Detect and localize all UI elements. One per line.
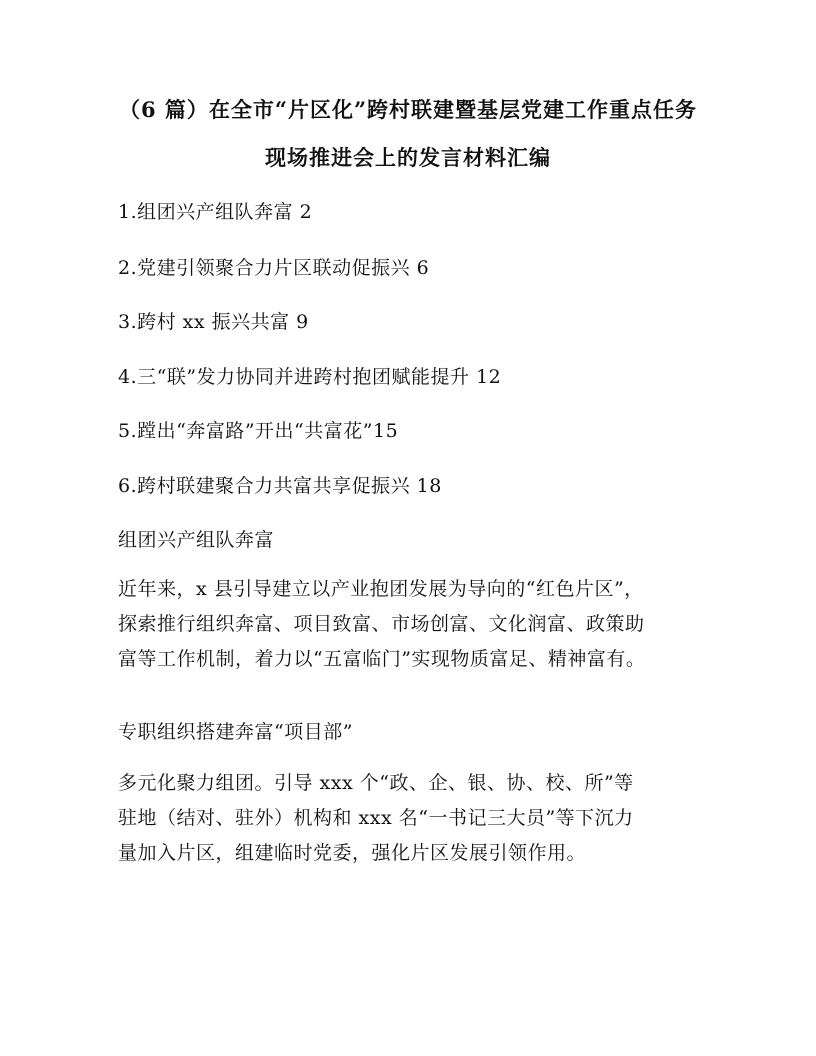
toc-item-1: 1.组团兴产组队奔富 2 — [118, 201, 313, 223]
body-paragraph — [118, 766, 708, 871]
body-paragraph-line: 量加入片区，组建临时党委，强化片区发展引领作用。 — [118, 842, 587, 864]
section-heading: 组团兴产组队奔富 — [118, 529, 275, 551]
body-paragraph-line: 多元化聚力组团。引导 xxx 个“政、企、银、协、校、所”等 — [118, 772, 634, 794]
body-paragraph-line: 驻地（结对、驻外）机构和 xxx 名“一书记三大员”等下沉力 — [118, 807, 634, 829]
intro-paragraph — [118, 572, 708, 677]
toc-item-2: 2.党建引领聚合力片区联动促振兴 6 — [118, 257, 430, 279]
toc-item-4: 4.三“联”发力协同并进跨村抱团赋能提升 12 — [118, 366, 502, 388]
sub-heading: 专职组织搭建奔富“项目部” — [118, 721, 353, 743]
intro-paragraph-line: 探索推行组织奔富、项目致富、市场创富、文化润富、政策助 — [118, 613, 645, 635]
toc-item-5: 5.蹚出“奔富路”开出“共富花”15 — [118, 420, 399, 442]
toc-item-3: 3.跨村 xx 振兴共富 9 — [118, 311, 309, 333]
document-title-line-1: （6 篇）在全市“片区化”跨村联建暨基层党建工作重点任务 — [118, 97, 698, 122]
intro-paragraph-line: 富等工作机制，着力以“五富临门”实现物质富足、精神富有。 — [118, 648, 646, 670]
intro-paragraph-line: 近年来，x 县引导建立以产业抱团发展为导向的“红色片区”， — [118, 578, 644, 600]
toc-item-6: 6.跨村联建聚合力共富共享促振兴 18 — [118, 475, 442, 497]
document-title-line-2: 现场推进会上的发言材料汇编 — [265, 145, 551, 170]
